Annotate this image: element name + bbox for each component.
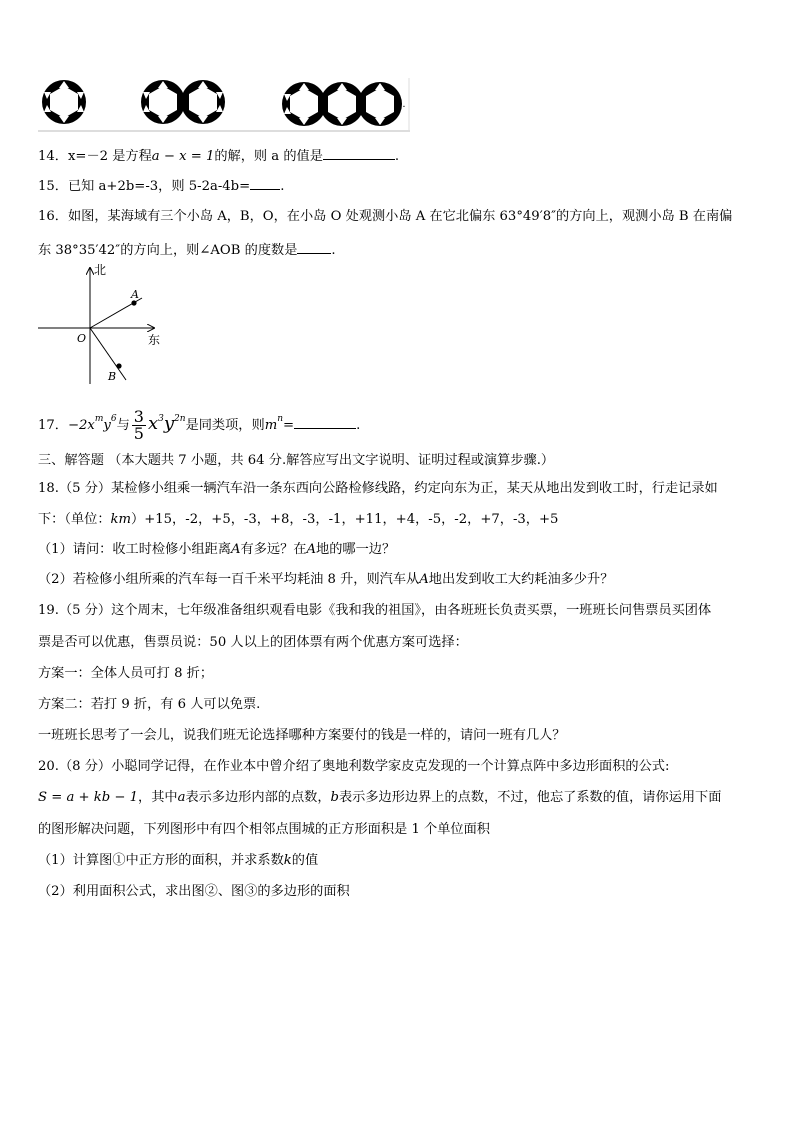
question-19-plan1: 方案一：全体人员可打 8 折；	[38, 666, 214, 681]
section-3-header: 三、解答题 （本大题共 7 小题，共 64 分.解答应写出文字说明、证明过程或演算步骤.）	[38, 453, 555, 468]
question-18-line2: 下：（单位：km）+15，-2，+5，-3，+8，-3，-1，+11，+4，-5，-2，+7，-3，+5	[38, 512, 559, 527]
hexagon-pattern-figure	[38, 78, 410, 132]
question-16-line2: 东 38°35′42″的方向上，则∠AOB 的度数是 .	[38, 239, 336, 261]
question-14: 14．x=－2 是方程a − x = 1的解，则 a 的值是 .	[38, 145, 399, 167]
question-20-line1: 20.（8 分）小聪同学记得，在作业本中曾介绍了奥地利数学家皮克发现的一个计算点阵中多边形面积的公式:	[38, 759, 670, 774]
question-19-line1: 19.（5 分）这个周末，七年级准备组织观看电影《我和我的祖国》，由各班班长负责买票，一班班长问售票员买团体	[38, 603, 712, 618]
question-19-plan2: 方案二：若打 9 折，有 6 人可以免票.	[38, 697, 261, 712]
point-A	[131, 300, 136, 305]
answer-blank-16[interactable]	[297, 239, 331, 254]
east-label: 东	[148, 333, 161, 347]
label-A: A	[131, 288, 139, 301]
question-20-sub2: （2）利用面积公式，求出图②、图③的多边形的面积	[38, 884, 350, 899]
question-19-line2: 票是否可以优惠，售票员说：50 人以上的团体票有两个优惠方案可选择：	[38, 635, 468, 650]
question-20-sub1: （1）计算图①中正方形的面积，并求系数k的值	[38, 853, 319, 868]
label-B: B	[108, 370, 117, 383]
question-17: 17．$-2x^my^6$与 $\frac{3}{5}$ $x^3y^{2n}$是同类项，则$m^n=$ .	[38, 407, 361, 443]
question-15: 15．已知 a+2b=-3，则 5-2a-4b= .	[38, 175, 284, 197]
answer-blank-17[interactable]	[294, 414, 356, 429]
question-18-sub1: （1）请问：收工时检修小组距离A有多远？在A地的哪一边？	[38, 542, 396, 557]
fraction-3-5: $\frac{3}{5}$	[133, 407, 144, 443]
point-B	[116, 363, 121, 368]
label-O: O	[77, 332, 87, 345]
question-19-line5: 一班班长思考了一会儿，说我们班无论选择哪种方案要付的钱是一样的，请问一班有几人？	[38, 728, 566, 743]
question-20-line2: S = a + kb − 1，其中a表示多边形内部的点数，b表示多边形边界上的点数，不过，他忘了系数的值，请你运用下面	[38, 790, 722, 805]
question-18-line1: 18.（5 分）某检修小组乘一辆汽车沿一条东西向公路检修线路，约定向东为正，某天从地出发到收工时，行走记录如	[38, 481, 718, 496]
question-18-sub2: （2）若检修小组所乘的汽车每一百千米平均耗油 8 升，则汽车从A地出发到收工大约耗油多少升？	[38, 572, 614, 587]
pattern-unit-3	[282, 82, 402, 126]
north-label: 北	[94, 263, 107, 277]
pattern-unit-2	[141, 80, 225, 124]
answer-blank-14[interactable]	[323, 145, 395, 160]
question-20-line3: 的图形解决问题，下列图形中有四个相邻点围城的正方形面积是 1 个单位面积	[38, 822, 490, 837]
pattern-ellipsis: ···	[396, 102, 406, 113]
answer-blank-15[interactable]	[250, 175, 280, 190]
pick-formula: S = a + kb − 1	[38, 790, 139, 805]
question-16-line1: 16．如图，某海域有三个小岛 A，B，O，在小岛 O 处观测小岛 A 在它北偏东 63°49′8″的方向上，观测小岛 B 在南偏	[38, 209, 733, 224]
compass-figure	[30, 260, 170, 390]
pattern-unit-1	[42, 80, 86, 124]
